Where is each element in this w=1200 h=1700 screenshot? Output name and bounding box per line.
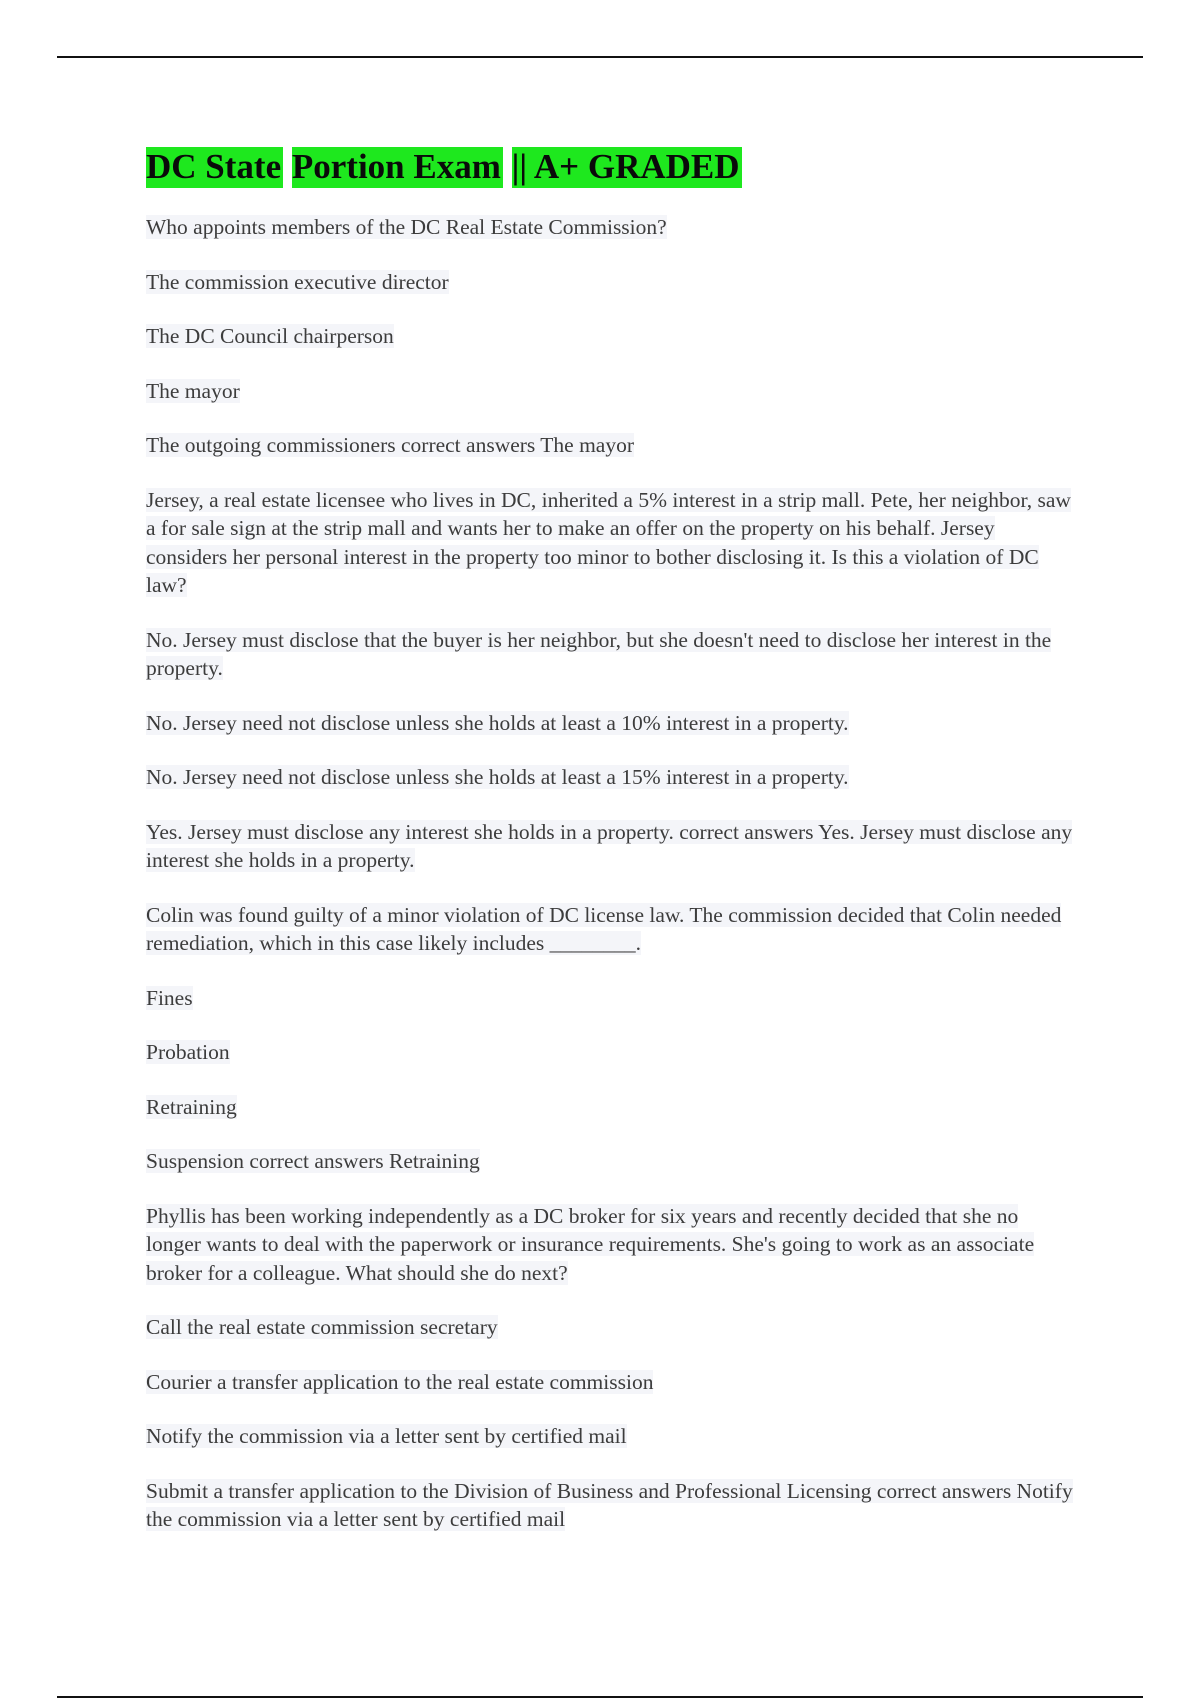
- q3-option-b-text: Probation: [146, 1040, 230, 1064]
- q1-option-a-text: The commission executive director: [146, 269, 449, 294]
- q2-option-b-text: No. Jersey need not disclose unless she holds at least a 10% interest in a property.: [146, 710, 849, 735]
- q4-option-d-answer: [146, 1477, 1076, 1534]
- question-2-text: Jersey, a real estate licensee who lives in DC, inherited a 5% interest in a strip mall. Pete, her neighbor, saw a for sale sign at the strip mall and wants her to make an offer on the property on his behalf. Jersey considers her personal interest in the property too minor to bother disclosing it. Is this a violation of DC law?: [146, 487, 1071, 597]
- q3-option-d-answer-text: Suspension correct answers Retraining: [146, 1149, 480, 1173]
- q1-option-d-answer: [146, 431, 1076, 460]
- q1-option-c: [146, 377, 1076, 406]
- title-part-3: || A+ GRADED: [511, 147, 740, 186]
- question-4: [146, 1202, 1076, 1288]
- q3-option-b: [146, 1038, 1076, 1067]
- q4-option-b-text: Courier a transfer application to the real estate commission: [146, 1369, 654, 1394]
- q2-option-d-answer-text: Yes. Jersey must disclose any interest she holds in a property. correct answers Yes. Jersey must disclose any interest she holds in a property.: [146, 819, 1073, 872]
- q4-option-d-answer-text: Submit a transfer application to the Division of Business and Professional Licensing correct answers Notify the commission via a letter sent by certified mail: [146, 1478, 1073, 1531]
- question-3-text: Colin was found guilty of a minor violation of DC license law. The commission decided that Colin needed remediation, which in this case likely includes ________.: [146, 902, 1062, 955]
- header-rule: [57, 56, 1143, 58]
- q3-option-d-answer: [146, 1147, 1076, 1176]
- q1-option-b: [146, 322, 1076, 351]
- q2-option-b: [146, 709, 1076, 738]
- q3-option-a: [146, 984, 1076, 1013]
- q3-option-c: [146, 1093, 1076, 1122]
- q4-option-a: [146, 1313, 1076, 1342]
- question-3: [146, 901, 1076, 958]
- q1-option-a: [146, 268, 1076, 297]
- q2-option-c-text: No. Jersey need not disclose unless she holds at least a 15% interest in a property.: [146, 765, 849, 789]
- q2-option-d-answer: [146, 818, 1076, 875]
- q2-option-a: [146, 626, 1076, 683]
- q1-option-b-text: The DC Council chairperson: [146, 324, 394, 348]
- q3-option-c-text: Retraining: [146, 1094, 237, 1119]
- document-title: [146, 146, 742, 188]
- title-part-2: Portion Exam: [291, 147, 501, 186]
- document-body: [146, 213, 1076, 1560]
- q1-option-d-answer-text: The outgoing commissioners correct answers The mayor: [146, 433, 635, 457]
- q4-option-c-text: Notify the commission via a letter sent by certified mail: [146, 1424, 627, 1448]
- question-1: [146, 213, 1076, 242]
- q1-option-c-text: The mayor: [146, 378, 240, 403]
- q3-option-a-text: Fines: [146, 985, 193, 1010]
- question-4-text: Phyllis has been working independently as a DC broker for six years and recently decided that she no longer wants to deal with the paperwork or insurance requirements. She's going to work as an associate broker for a colleague. What should she do next?: [146, 1203, 1035, 1285]
- q4-option-b: [146, 1368, 1076, 1397]
- title-part-1: DC State: [146, 147, 282, 186]
- footer-rule: [57, 1696, 1143, 1698]
- q2-option-a-text: No. Jersey must disclose that the buyer is her neighbor, but she doesn't need to disclose her interest in the property.: [146, 627, 1052, 680]
- q4-option-a-text: Call the real estate commission secretary: [146, 1315, 498, 1339]
- question-1-text: Who appoints members of the DC Real Estate Commission?: [146, 215, 667, 239]
- question-2: [146, 486, 1076, 600]
- q4-option-c: [146, 1422, 1076, 1451]
- q2-option-c: [146, 763, 1076, 792]
